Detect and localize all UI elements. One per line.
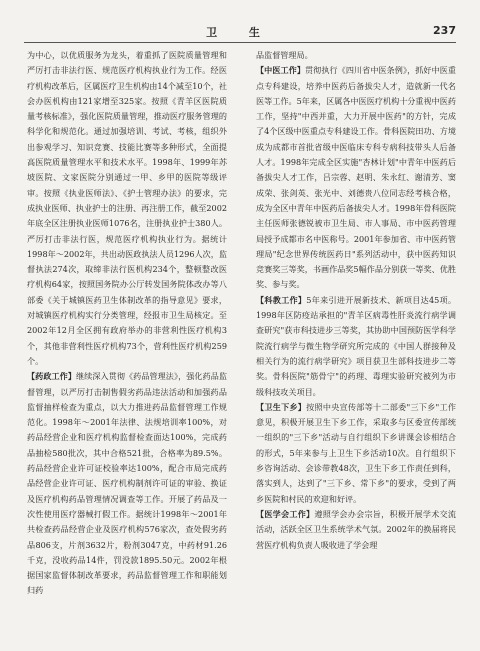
tcm-section xyxy=(256,63,456,292)
tcm-section-label: 【中医工作】 xyxy=(256,65,305,76)
continued-line: 品监督管理局。 xyxy=(256,50,313,60)
association-section-label: 【医学会工作】 xyxy=(256,508,315,519)
running-header xyxy=(24,22,456,43)
right-column xyxy=(256,48,456,553)
research-section-label: 【科教工作】 xyxy=(256,294,307,305)
rural-section-text: 按照中央宣传部等十二部委"三下乡"工作意见，积极开展卫生下乡工作，采取多与区委宣传部统一组织的"三下乡"活动与自行组织下乡讲课会诊相结合的形式，5年来参与上卫生下乡活动10次。自行组织下乡咨询活动、会诊带教48次，卫生下乡工作责任到科，落实到人，达到了"三下乡、常下乡"的要求，受到了两乡医院和村民的欢迎和好评。 xyxy=(256,401,456,504)
section-title: 卫 生 xyxy=(206,26,274,39)
pharma-section-label: 【药政工作】 xyxy=(27,371,76,382)
left-column xyxy=(27,48,227,599)
tcm-section-text: 贯彻执行《四川省中医条例》，抓好中医重点专科建设，培养中医药后备拔尖人才，造就新一代名医等工作。5年来，区属各中医医疗机构十分重视中医药工作，坚持"中西并重，大力开展中医药"的方针，完成了4个区级中医重点专科建设工作。骨科医院田功、方境成为成都市首批省级中医临床专科专病科技带头人后备人才。1998年完成全区实施"杏林计划"中青年中医药后备拔尖人才工作，吕宗蓉、赵明、朱永红、谢清芳、窦成荣、张剑英、张光中、刘德贵八位同志经考核合格，成为全区中青年中医药后备拔尖人才。1998年骨科医院主任医师张德锐被市卫生局、市人事局、市中医药管理局授予成都市名中医称号。2001年参加省、市中医药管理局"纪念世界传统医药日"系列活动中，获中医药知识竞赛奖三等奖，书画作品奖5幅作品分别获一等奖、优胜奖、参与奖。 xyxy=(256,65,456,290)
association-section xyxy=(256,507,456,553)
research-section xyxy=(256,293,456,400)
rural-section xyxy=(256,400,456,507)
rural-section-label: 【卫生下乡】 xyxy=(256,401,307,412)
association-section-text: 遵照学会办会宗旨，积极开展学术交流活动，活跃全区卫生系统学术气氛。2002年的换届将民营医疗机构负责人吸收进了学会理 xyxy=(256,508,456,550)
pharma-section-text: 继续深入贯彻《药品管理法》，强化药品监督管理，以严厉打击制售假劣药品违法活动和加强药品监督抽样检查为重点，以大力推进药品监督管理工作规范化。1998年～2001年法律、法规培训率100%，对药品经营企业和医疗机构监督检查面达100%，完成药品抽检580批次，其中合格521批，合格率为89.5%。药品经营企业许可证校验率达100%，配合市局完成药品经营企业许可证、医疗机构制剂许可证的审验、换证及医疗机构药品管理情况调查等工作。开展了药品及一次性使用医疗器械打假工作。据统计1998年～2001年共检查药品经营企业及医疗机构576家次，查处假劣药品806支，片剂3632片，粉剂3047克，中药材91.26千克，没收药品14件，罚没款1895.50元。2002年根据国家监督体制改革要求，药品监督管理工作和职能划归药 xyxy=(27,371,227,596)
page-number: 237 xyxy=(433,24,456,37)
continued-paragraph: 为中心，以优质服务为龙头，着重抓了医院质量管理和严厉打击非法行医、规范医疗机构执业行为工作。经医疗机构改革后，区属医疗卫生机构由14个减至10个，社会办医机构由121家增至325家。按照《青羊区医院质量考核标准》，强化医院质量管理，推动医疗服务管理的科学化和规范化。通过加强培训、考试、考核，组织外出参观学习、知识竞赛、技能比赛等多种形式，全面提高医院质量管理水平和技术水平。1998年、1999年苏坡医院、文家医院分别通过一甲、乡甲的医院等级评审。按照《执业医师法》、《护士管理办法》的要求，完成执业医师、执业护士的注册、再注册工作，截至2002年底全区注册执业医师1076名，注册执业护士380人。严厉打击非法行医，规范医疗机构执业行为。据统计1998年～2002年，共出动医政执法人员1296人次，监督执法274次，取缔非法行医机构234个，整顿整改医疗机构64家，按照国务院办公厅转发国务院体改办等八部委《关于城镇医药卫生体制改革的指导意见》要求，对城镇医疗机构实行分类管理，经报市卫生局核定。至2002年12月全区拥有政府举办的非营利性医疗机构3个，其他非营利性医疗机构73个，营利性医疗机构259个。 xyxy=(27,50,227,366)
research-section-text: 5年来引进开展新技术、新项目达45项。1998年区防疫站承担的"青羊区病毒性肝炎流行病学调查研究"获市科技进步三等奖，其协助中国预防医学科学院流行病学与微生物学研究所完成的《中国人群接种及相关行为的流行病学研究》项目获卫生部科技进步二等奖。骨科医院"筋骨宁"的药理、毒理实验研究被列为市级科技攻关项目。 xyxy=(256,294,456,397)
pharma-section xyxy=(27,369,227,598)
